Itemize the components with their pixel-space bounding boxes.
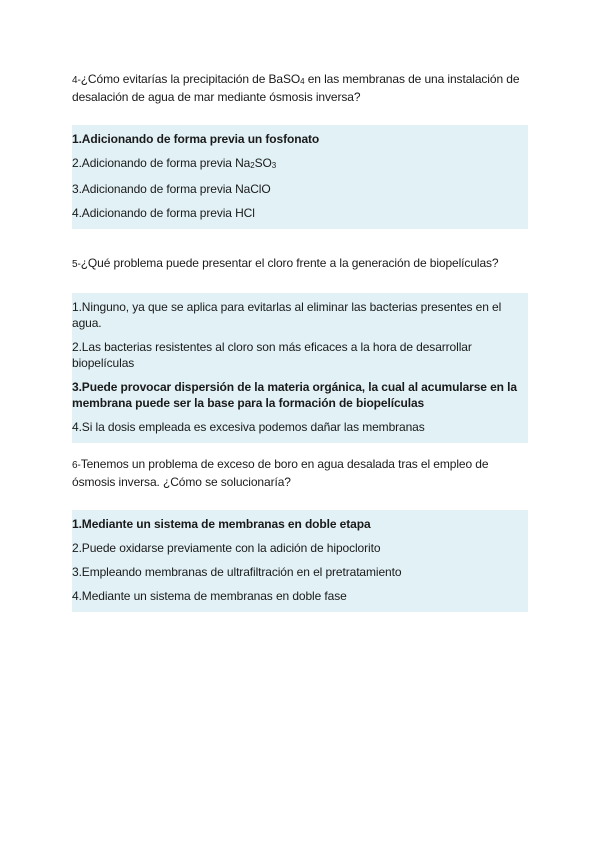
answer-list (72, 510, 528, 612)
question-number: 4- (72, 75, 81, 86)
answer-option[interactable]: 2.Adicionando de forma previa $Na_2SO_3$ (72, 156, 277, 170)
answer-option[interactable]: 1.Mediante un sistema de membranas en doble etapa (72, 517, 371, 531)
answer-option[interactable]: 4.Mediante un sistema de membranas en doble fase (72, 589, 347, 603)
answer-list (72, 293, 528, 443)
question-6 (72, 456, 528, 603)
question-6-text: 6-Tenemos un problema de exceso de boro en agua desalada tras el empleo de ósmosis inversa. ¿Cómo se solucionaría? (72, 457, 489, 489)
question-number: 5- (72, 259, 81, 270)
answer-option[interactable]: 4.Adicionando de forma previa HCl (72, 206, 255, 220)
answer-option[interactable]: 4.Si la dosis empleada es excesiva podemos dañar las membranas (72, 420, 425, 434)
answer-option[interactable]: 1.Ninguno, ya que se aplica para evitarlas al eliminar las bacterias presentes en el agua. (72, 300, 502, 330)
question-4-text: 4-¿Cómo evitarías la precipitación de BaSO$_4$ en las membranas de una instalación de desalación de agua de mar mediante ósmosis inversa? (72, 72, 520, 104)
answer-option[interactable]: 2.Las bacterias resistentes al cloro son más eficaces a la hora de desarrollar biopelículas (72, 340, 472, 370)
answer-option[interactable]: 3.Adicionando de forma previa NaClO (72, 182, 271, 196)
question-5-text: 5-¿Qué problema puede presentar el cloro frente a la generación de biopelículas? (72, 256, 499, 270)
answer-option[interactable]: 1.Adicionando de forma previa un fosfonato (72, 132, 320, 146)
question-4 (72, 71, 528, 220)
answer-option[interactable]: 2.Puede oxidarse previamente con la adición de hipoclorito (72, 541, 381, 555)
question-number: 6- (72, 460, 81, 471)
answer-list (72, 125, 528, 229)
answer-option[interactable]: 3.Puede provocar dispersión de la materia orgánica, la cual al acumularse en la membrana puede ser la base para la formación de biopelículas (72, 380, 517, 410)
question-5 (72, 255, 528, 434)
answer-option[interactable]: 3.Empleando membranas de ultrafiltración en el pretratamiento (72, 565, 402, 579)
